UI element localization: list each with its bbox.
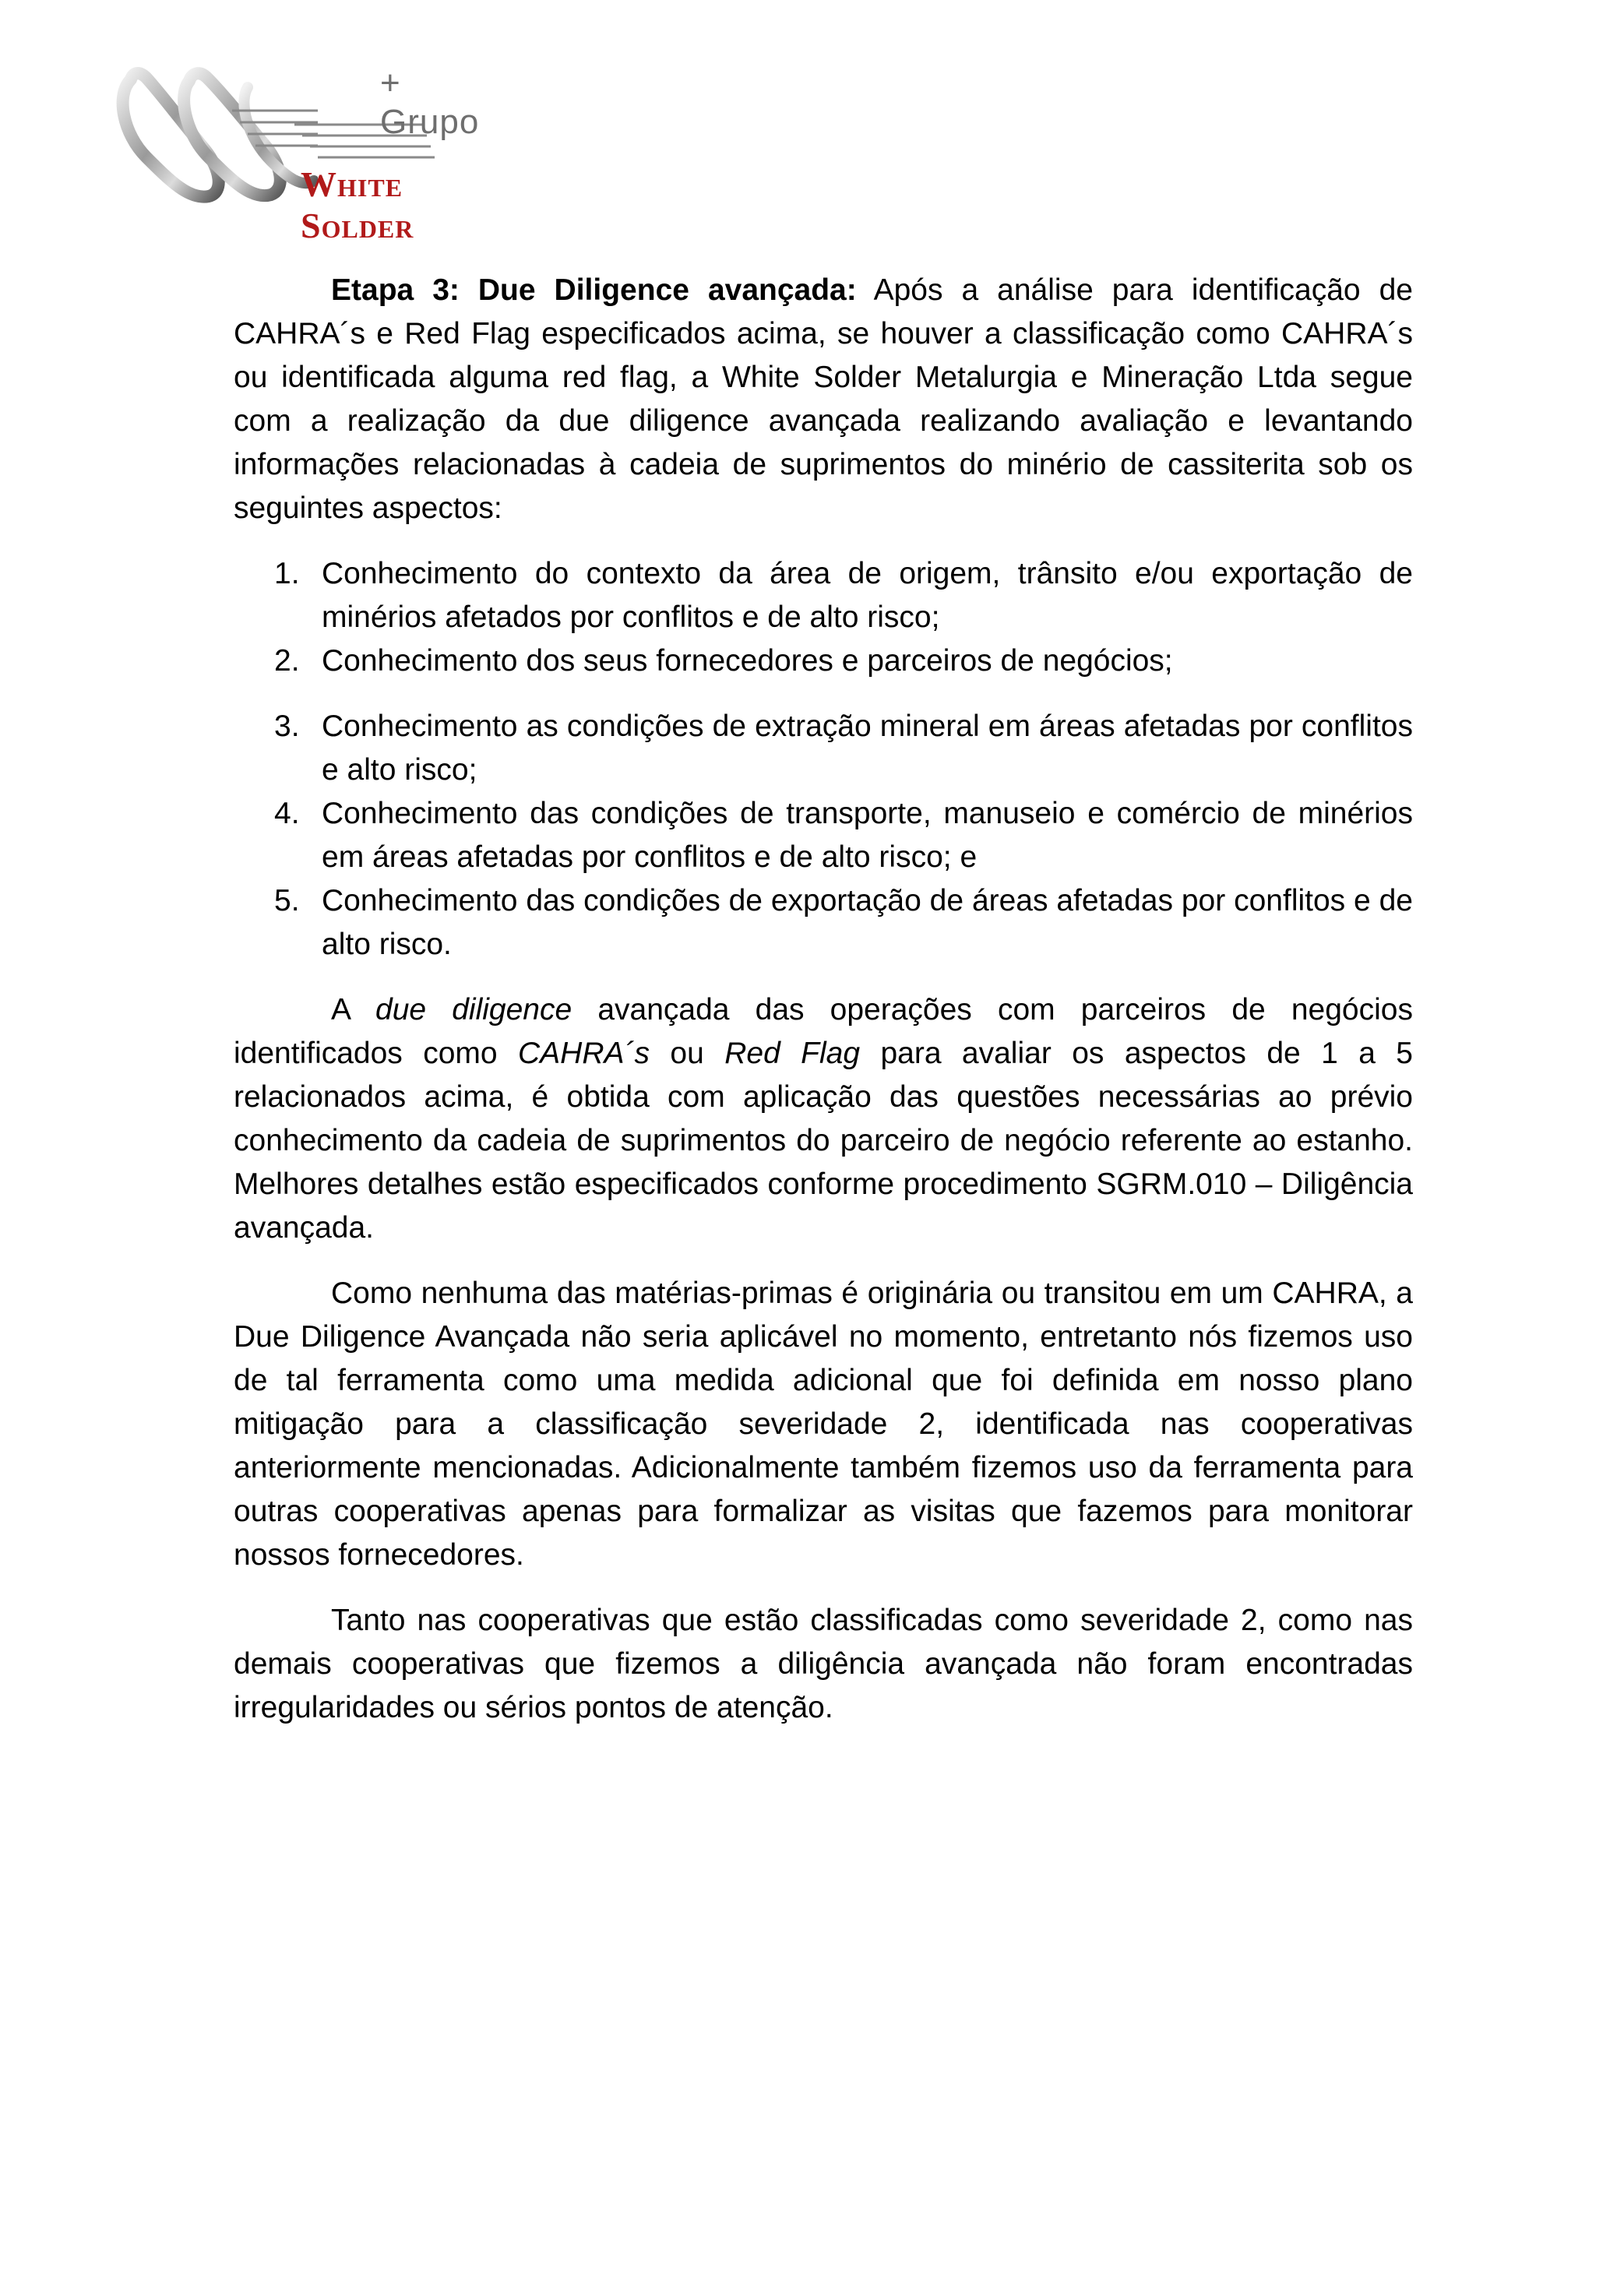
list-text: Conhecimento das condições de exportação de áreas afetadas por conflitos e de alto risco. (322, 884, 1413, 961)
para2-text-4: para avaliar os aspectos de 1 a 5 relacionados acima, é obtida com aplicação das questões necessárias ao prévio conhecimento da cadeia de suprimentos do parceiro de negócio referente ao estanho. Melhores detalhes estão especificados conforme procedimento SGRM.010 – Diligência avançada. (234, 1037, 1413, 1245)
list-item (234, 792, 1413, 879)
list-item (234, 639, 1413, 683)
list-item (234, 552, 1413, 639)
list-number: 5. (274, 884, 300, 917)
company-logo (115, 64, 505, 245)
list-text: Conhecimento do contexto da área de origem, trânsito e/ou exportação de minérios afetados por conflitos e de alto risco; (322, 557, 1413, 634)
intro-paragraph (234, 269, 1413, 530)
para2-emphasis-1: due diligence (375, 993, 572, 1027)
list-text: Conhecimento as condições de extração mineral em áreas afetadas por conflitos e alto risco; (322, 710, 1413, 787)
logo-grupo-text: + Grupo (380, 64, 480, 141)
list-item (234, 705, 1413, 792)
para2-emphasis-2: CAHRA´s (518, 1037, 650, 1070)
cahra-paragraph: Como nenhuma das matérias-primas é originária ou transitou em um CAHRA, a Due Diligence Avançada não seria aplicável no momento, entretanto nós fizemos uso de tal ferramenta como uma medida adicional que foi definida em nosso plano mitigação para a classificação severidade 2, identificada nas cooperativas anteriormente mencionadas. Adicionalmente também fizemos uso da ferramenta para outras cooperativas apenas para formalizar as visitas que fazemos para monitorar nossos fornecedores. (234, 1277, 1413, 1572)
para2-text-1: A (331, 993, 376, 1027)
list-text: Conhecimento dos seus fornecedores e parceiros de negócios; (322, 644, 1173, 678)
logo-brand-text: White Solder (301, 164, 414, 245)
list-number: 2. (274, 644, 300, 678)
list-number: 3. (274, 710, 300, 743)
para2-text-2: avançada das operações com parceiros de negócios identificados como (234, 993, 1413, 1070)
list-number: 4. (274, 797, 300, 830)
list-item (234, 879, 1413, 967)
section-heading: Etapa 3: Due Diligence avançada: (331, 273, 857, 307)
aspects-list (234, 552, 1413, 967)
para2-emphasis-3: Red Flag (724, 1037, 861, 1070)
conclusion-paragraph: Tanto nas cooperativas que estão classificadas como severidade 2, como nas demais cooperativas que fizemos a diligência avançada não foram encontradas irregularidades ou sérios pontos de atenção. (234, 1604, 1413, 1724)
due-diligence-paragraph (234, 988, 1413, 1250)
para2-text-3: ou (650, 1037, 725, 1070)
document-body (234, 269, 1413, 1752)
list-number: 1. (274, 557, 300, 590)
list-text: Conhecimento das condições de transporte, manuseio e comércio de minérios em áreas afetadas por conflitos e de alto risco; e (322, 797, 1413, 874)
intro-text: Após a análise para identificação de CAHRA´s e Red Flag especificados acima, se houver a classificação como CAHRA´s ou identificada alguma red flag, a White Solder Metalurgia e Mineração Ltda segue com a realização da due diligence avançada realizando avaliação e levantando informações relacionadas à cadeia de suprimentos do minério de cassiterita sob os seguintes aspectos: (234, 273, 1414, 525)
